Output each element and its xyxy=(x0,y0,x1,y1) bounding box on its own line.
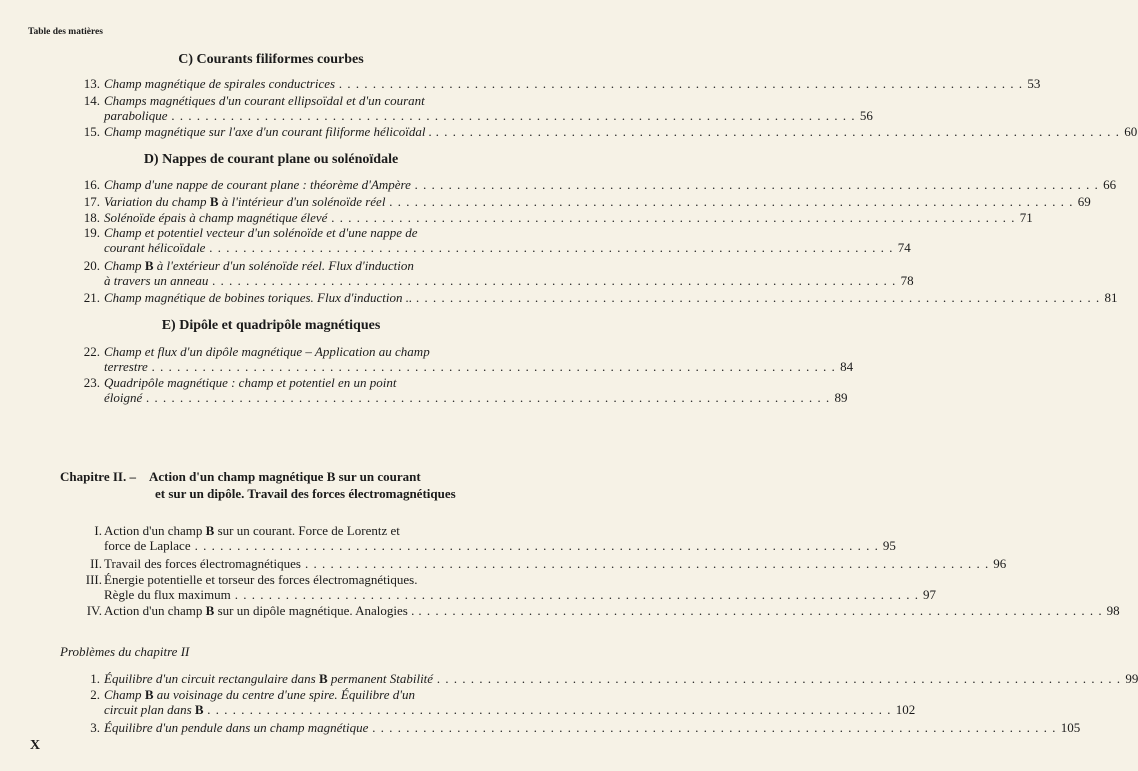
section-title: E) Dipôle et quadripôle magnétiques xyxy=(161,318,381,333)
leader-dots: . . . . . . . . . . . . . . . . . . . . . . . . . . . . . . . . . . . . . . . . . . . . . . . . . . . . . . . . . . . . . . . . . . . . . . . . . . . . . . . . . xyxy=(416,290,1101,305)
entry-text: éloigné xyxy=(104,390,143,405)
entry-number: I. xyxy=(94,523,102,538)
toc-entry xyxy=(70,603,1120,618)
toc-entry xyxy=(70,76,1041,91)
page-ref: 102 xyxy=(895,702,916,717)
toc-entry xyxy=(70,523,896,553)
entry-text: Énergie potentielle et torseur des forces électromagnétiques. xyxy=(104,572,418,587)
entry-number: 21. xyxy=(83,290,100,305)
leader-dots: . . . . . . . . . . . . . . . . . . . . . . . . . . . . . . . . . . . . . . . . . . . . . . . . . . . . . . . . . . . . . . . . . . . . . . . . . . . . . . . . . xyxy=(414,177,1100,192)
toc-entry xyxy=(70,258,914,288)
entry-text: courant hélicoïdale xyxy=(104,240,206,255)
section-title: D) Nappes de courant plane ou solénoïdale xyxy=(143,152,399,167)
entry-number: 17. xyxy=(83,194,100,209)
leader-dots: . . . . . . . . . . . . . . . . . . . . . . . . . . . . . . . . . . . . . . . . . . . . . . . . . . . . . . . . . . . . . . . . . . . . . . . . . . . . . . . . . xyxy=(304,556,990,571)
page-ref: 89 xyxy=(834,390,848,405)
entry-text: Champ et flux d'un dipôle magnétique – Application au champ xyxy=(104,344,430,359)
entry-number: 2. xyxy=(90,687,100,702)
chapter-title-rest: et sur un dipôle. Travail des forces électromagnétiques xyxy=(155,486,456,501)
entry-text: Champ magnétique de bobines toriques. Flux d'induction .. xyxy=(104,290,413,305)
page-number: X xyxy=(30,738,41,753)
toc-entry xyxy=(70,290,1118,305)
page-ref: 99 xyxy=(1125,671,1138,686)
entry-text: parabolique xyxy=(104,108,168,123)
page-ref: 95 xyxy=(882,538,896,553)
problems-title: Problèmes du chapitre II xyxy=(60,644,190,659)
leader-dots: . . . . . . . . . . . . . . . . . . . . . . . . . . . . . . . . . . . . . . . . . . . . . . . . . . . . . . . . . . . . . . . . . . . . . . . . . . . . . . . . . xyxy=(418,603,1103,618)
entry-number: IV. xyxy=(86,603,102,618)
page-ref: 71 xyxy=(1019,210,1033,225)
entry-number: 20. xyxy=(83,258,100,273)
entry-text: Équilibre d'un circuit rectangulaire dans B permanent Stabilité xyxy=(104,671,434,686)
entry-number: III. xyxy=(85,572,102,587)
entry-text: terrestre xyxy=(104,359,148,374)
toc-entry xyxy=(70,344,854,374)
entry-text: Champs magnétiques d'un courant ellipsoïdal et d'un courant xyxy=(104,93,425,108)
entry-text: à travers un anneau xyxy=(104,273,209,288)
entry-number: 16. xyxy=(83,177,100,192)
entry-text: Champ B au voisinage du centre d'une spire. Équilibre d'un xyxy=(104,687,416,702)
leader-dots: . . . . . . . . . . . . . . . . . . . . . . . . . . . . . . . . . . . . . . . . . . . . . . . . . . . . . . . . . . . . . . . . . . . . . . . . . . . . . . . . . xyxy=(146,390,831,405)
entry-text: Action d'un champ B sur un dipôle magnétique. Analogies . xyxy=(104,603,415,618)
entry-number: 15. xyxy=(83,124,100,139)
entry-number: II. xyxy=(90,556,102,571)
entry-number: 1. xyxy=(90,671,100,686)
toc-entry xyxy=(70,225,911,255)
leader-dots: . . . . . . . . . . . . . . . . . . . . . . . . . . . . . . . . . . . . . . . . . . . . . . . . . . . . . . . . . . . . . . . . . . . . . . . . . . . . . . . . . xyxy=(436,124,1121,139)
leader-dots: . . . . . . . . . . . . . . . . . . . . . . . . . . . . . . . . . . . . . . . . . . . . . . . . . . . . . . . . . . . . . . . . . . . . . . . . . . . . . . . . . xyxy=(209,240,894,255)
page-ref: 66 xyxy=(1103,177,1117,192)
entry-text: Quadripôle magnétique : champ et potentiel en un point xyxy=(104,375,397,390)
toc-entry xyxy=(70,177,1117,192)
page-ref: 84 xyxy=(840,359,854,374)
page-ref: 96 xyxy=(993,556,1007,571)
entry-text: Travail des forces électromagnétiques xyxy=(104,556,301,571)
page-ref: 98 xyxy=(1106,603,1120,618)
entry-text: Règle du flux maximum xyxy=(104,587,231,602)
entry-text: Équilibre d'un pendule dans un champ magnétique xyxy=(104,720,369,735)
chapter-label: Chapitre II. – xyxy=(60,469,136,484)
page-ref: 78 xyxy=(900,273,914,288)
page-ref: 74 xyxy=(897,240,911,255)
toc-entry xyxy=(70,720,1081,735)
page-ref: 69 xyxy=(1077,194,1091,209)
leader-dots: . . . . . . . . . . . . . . . . . . . . . . . . . . . . . . . . . . . . . . . . . . . . . . . . . . . . . . . . . . . . . . . . . . . . . . . . . . . . . . . . . xyxy=(194,538,879,553)
leader-dots: . . . . . . . . . . . . . . . . . . . . . . . . . . . . . . . . . . . . . . . . . . . . . . . . . . . . . . . . . . . . . . . . . . . . . . . . . . . . . . . . . xyxy=(212,273,897,288)
toc-entry xyxy=(70,93,873,123)
toc-entry xyxy=(70,572,936,602)
entry-number: 23. xyxy=(83,375,100,390)
chapter-title-line1: Action d'un champ magnétique B sur un courant xyxy=(149,469,421,484)
leader-dots: . . . . . . . . . . . . . . . . . . . . . . . . . . . . . . . . . . . . . . . . . . . . . . . . . . . . . . . . . . . . . . . . . . . . . . . . . . . . . . . . . xyxy=(171,108,856,123)
toc-entry xyxy=(70,671,1138,686)
entry-text: Action d'un champ B sur un courant. Force de Lorentz et xyxy=(104,523,400,538)
entry-number: 18. xyxy=(83,210,100,225)
entry-number: 19. xyxy=(83,225,100,240)
entry-text: Champ et potentiel vecteur d'un solénoïde et d'une nappe de xyxy=(104,225,418,240)
page-ref: 97 xyxy=(922,587,936,602)
toc-entry xyxy=(70,556,1007,571)
leader-dots: . . . . . . . . . . . . . . . . . . . . . . . . . . . . . . . . . . . . . . . . . . . . . . . . . . . . . . . . . . . . . . . . . . . . . . . . . . . . . . . . . xyxy=(331,210,1016,225)
entry-text: Champ magnétique sur l'axe d'un courant filiforme hélicoïdal . xyxy=(104,124,432,139)
page-ref: 53 xyxy=(1027,76,1041,91)
entry-text: Solénoïde épais à champ magnétique élevé xyxy=(104,210,328,225)
entry-number: 13. xyxy=(83,76,100,91)
leader-dots: . . . . . . . . . . . . . . . . . . . . . . . . . . . . . . . . . . . . . . . . . . . . . . . . . . . . . . . . . . . . . . . . . . . . . . . . . . . . . . . . . xyxy=(234,587,919,602)
toc-entry xyxy=(70,194,1091,209)
entry-text: Champ magnétique de spirales conductrices xyxy=(104,76,336,91)
leader-dots: . . . . . . . . . . . . . . . . . . . . . . . . . . . . . . . . . . . . . . . . . . . . . . . . . . . . . . . . . . . . . . . . . . . . . . . . . . . . . . . . . xyxy=(372,720,1057,735)
page-ref: 105 xyxy=(1060,720,1081,735)
leader-dots: . . . . . . . . . . . . . . . . . . . . . . . . . . . . . . . . . . . . . . . . . . . . . . . . . . . . . . . . . . . . . . . . . . . . . . . . . . . . . . . . . xyxy=(151,359,837,374)
running-header: Table des matières xyxy=(28,27,103,37)
page-ref: 60 xyxy=(1124,124,1138,139)
entry-text: force de Laplace xyxy=(104,538,191,553)
leader-dots: . . . . . . . . . . . . . . . . . . . . . . . . . . . . . . . . . . . . . . . . . . . . . . . . . . . . . . . . . . . . . . . . . . . . . . . . . . . . . . . . . xyxy=(207,702,892,717)
toc-entry xyxy=(70,375,848,405)
entry-text: Variation du champ B à l'intérieur d'un solénoïde réel xyxy=(104,194,386,209)
toc-entry xyxy=(70,124,1138,139)
entry-text: Champ d'une nappe de courant plane : théorème d'Ampère xyxy=(104,177,411,192)
page-ref: 56 xyxy=(859,108,873,123)
entry-text: Champ B à l'extérieur d'un solénoïde réel. Flux d'induction xyxy=(104,258,414,273)
leader-dots: . . . . . . . . . . . . . . . . . . . . . . . . . . . . . . . . . . . . . . . . . . . . . . . . . . . . . . . . . . . . . . . . . . . . . . . . . . . . . . . . . xyxy=(389,194,1074,209)
page-ref: 81 xyxy=(1104,290,1118,305)
entry-text: circuit plan dans B xyxy=(104,702,204,717)
entry-number: 3. xyxy=(90,720,100,735)
toc-entry xyxy=(70,210,1033,225)
toc-entry xyxy=(70,687,916,717)
leader-dots: . . . . . . . . . . . . . . . . . . . . . . . . . . . . . . . . . . . . . . . . . . . . . . . . . . . . . . . . . . . . . . . . . . . . . . . . . . . . . . . . . xyxy=(339,76,1024,91)
section-title: C) Courants filiformes courbes xyxy=(178,52,364,67)
leader-dots: . . . . . . . . . . . . . . . . . . . . . . . . . . . . . . . . . . . . . . . . . . . . . . . . . . . . . . . . . . . . . . . . . . . . . . . . . . . . . . . . . xyxy=(437,671,1122,686)
entry-number: 14. xyxy=(83,93,100,108)
entry-number: 22. xyxy=(83,344,100,359)
